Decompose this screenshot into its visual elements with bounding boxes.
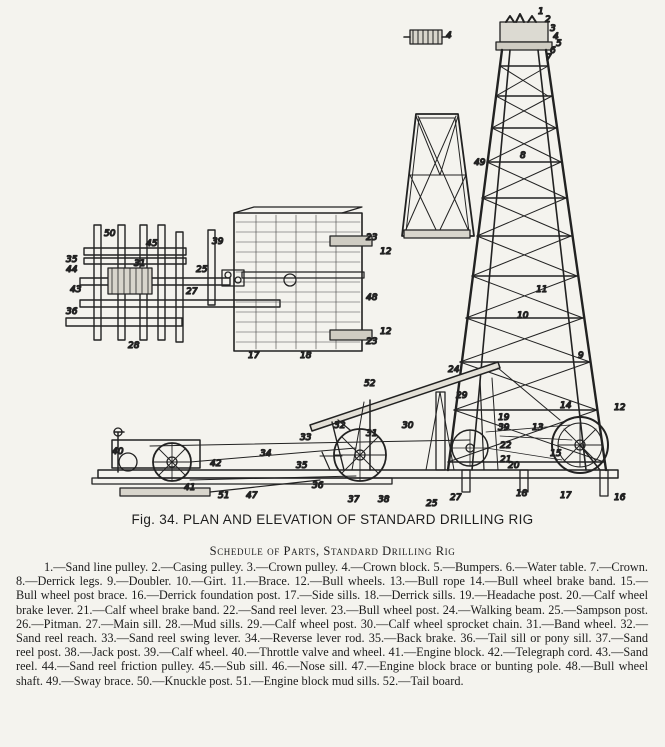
label-45: 45 [146,239,158,249]
label-28: 28 [128,341,140,351]
label-10: 10 [517,311,529,321]
derrick-girts [448,66,604,462]
label-5: 5 [556,39,562,49]
label-22: 22 [500,441,512,451]
label-18-plan: 18 [300,351,312,361]
label-30: 30 [402,421,414,431]
crown-pulleys [506,14,536,22]
label-35e: 35 [296,461,308,471]
doubler [556,120,600,430]
label-13: 13 [532,423,544,433]
label-49: 49 [474,158,486,168]
label-20: 20 [508,461,520,471]
label-9: 9 [578,351,584,361]
label-4: 4 [553,32,559,42]
label-14: 14 [560,401,572,411]
label-35: 35 [66,255,78,265]
label-44: 44 [66,265,78,275]
derrick-leg-inner-left [472,50,510,470]
label-12a: 12 [380,247,392,257]
sway-brace [402,114,474,238]
label-18e: 18 [516,489,528,499]
label-15: 15 [550,449,562,459]
label-38: 38 [378,495,390,505]
label-34: 34 [260,449,272,459]
label-51: 51 [218,491,230,501]
label-1: 1 [538,7,544,17]
label-31e: 31 [366,429,378,439]
label-41: 41 [184,483,196,493]
label-12e: 12 [614,403,626,413]
label-7: 7 [546,53,552,63]
label-25: 25 [196,265,208,275]
figure-caption: Fig. 34. PLAN AND ELEVATION OF STANDARD DRILLING RIG [131,512,534,527]
label-12b: 12 [380,327,392,337]
schedule-of-parts: 1.—Sand line pulley. 2.—Casing pulley. 3.—Crown pulley. 4.—Crown block. 5.—Bumpers. 6.—Water table. 7.—Crown. 8.—Derrick legs. 9.—Doubler. 10.—Girt. 11.—Brace. 12.—Bull wheels. 13.—Bull rope 14.—Bull wheel brake band. 15.—Bull wheel post brace. 16.—Derrick foundation post. 17.—Side sills. 18.—Derrick sills. 19.—Headache post. 20.—Calf wheel brake lever. 21.—Calf wheel brake band. 22.—Sand reel lever. 23.—Bull wheel post. 24.—Walking beam. 25.—Sampson post. 26.—Pitman. 27.—Main sill. 28.—Mud sills. 29.—Calf wheel post. 30.—Calf wheel sprocket chain. 31.—Band wheel. 32.—Sand reel reach. 33.—Sand reel swing lever. 34.—Reverse lever rod. 35.—Back brake. 36.—Tail sill or pony sill. 37.—Sand reel post. 38.—Jack post. 39.—Calf wheel. 40.—Throttle valve and wheel. 41.—Engine block. 42.—Telegraph cord. 43.—Sand reel. 44.—Sand reel friction pulley. 45.—Sub sill. 46.—Nose sill. 47.—Engine block brace or bunting pole. 48.—Bull wheel shaft. 49.—Sway brace. 50.—Knuckle post. 51.—Engine block mud sills. 52.—Tail board. [16,560,648,688]
derrick [448,14,606,470]
label-39: 39 [212,237,224,247]
label-31: 31 [134,259,146,269]
label-48: 48 [366,293,378,303]
label-crown-block: 4 [446,31,452,41]
label-23a: 23 [366,233,378,243]
label-36: 36 [66,307,78,317]
label-39e: 39 [498,423,510,433]
label-50: 50 [104,229,116,239]
label-19: 19 [498,413,510,423]
crown-top [500,22,548,42]
label-23b: 23 [366,337,378,347]
label-52: 52 [364,379,376,389]
label-16: 16 [614,493,626,503]
label-8: 8 [520,151,526,161]
label-24: 24 [448,365,460,375]
label-25e: 25 [426,499,438,509]
label-43: 43 [70,285,82,295]
elevation-labels [112,365,626,509]
label-32: 32 [334,421,346,431]
label-27: 27 [186,287,198,297]
label-27e: 27 [450,493,462,503]
crown-block [404,30,448,44]
derrick-braces [448,66,604,462]
label-36e: 36 [312,481,324,491]
label-17e: 17 [560,491,572,501]
label-17-plan: 17 [248,351,260,361]
water-table [496,42,552,50]
schedule-title: Schedule of Parts, Standard Drilling Rig [209,544,456,558]
label-21: 21 [500,455,512,465]
label-33: 33 [300,433,312,443]
label-37: 37 [348,495,360,505]
label-6: 6 [550,46,556,56]
label-2: 2 [545,15,551,25]
label-42: 42 [210,459,222,469]
label-40: 40 [112,447,124,457]
label-47: 47 [246,491,258,501]
label-29: 29 [456,391,468,401]
label-3: 3 [550,24,556,34]
plan-labels [66,229,392,361]
label-11: 11 [536,285,548,295]
